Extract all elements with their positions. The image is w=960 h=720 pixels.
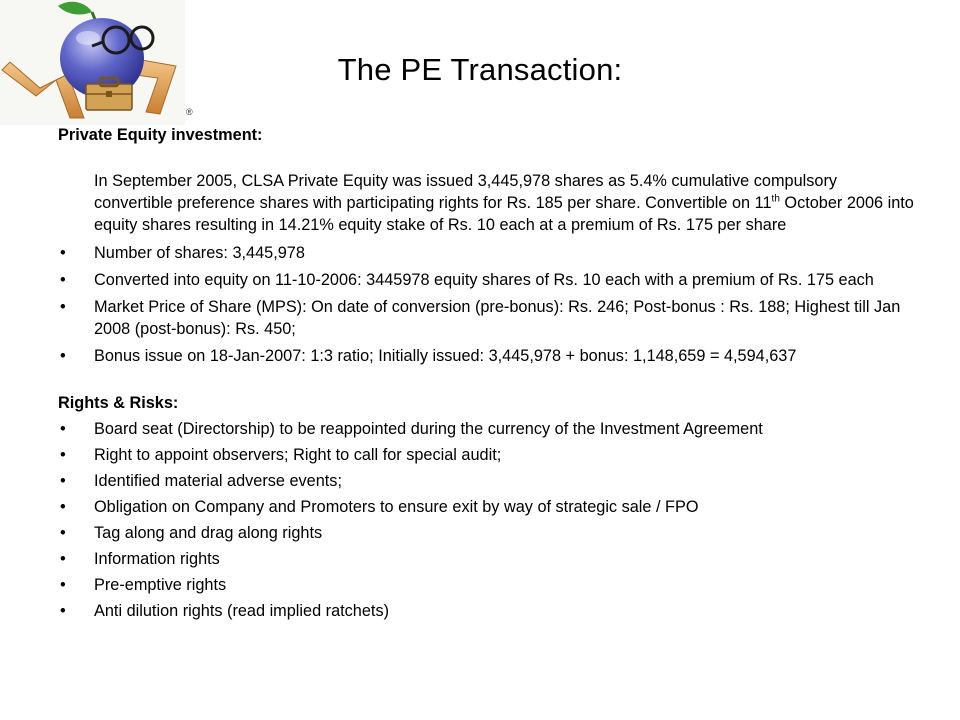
pe-investment-paragraph — [58, 170, 918, 236]
registered-mark: ® — [186, 107, 193, 117]
rights-risks-bullets — [58, 418, 918, 622]
ordinal-suffix: th — [771, 193, 780, 205]
list-item: • Information rights — [58, 548, 918, 570]
paragraph-text-part1: In September 2005, CLSA Private Equity was issued 3,445,978 shares as 5.4% cumulative compulsory convertible preference shares with participating rights for Rs. 185 per share. Convertible on 11 — [94, 172, 838, 212]
pe-investment-bullets — [58, 242, 918, 367]
paragraph-text-part2: October 2006 into equity shares resulting in 14.21% equity stake of Rs. 10 each at a premium of Rs. 175 per share — [94, 194, 914, 234]
list-item: • Pre-emptive rights — [58, 574, 918, 596]
list-item: • Number of shares: 3,445,978 — [58, 242, 918, 264]
list-item: • Anti dilution rights (read implied ratchets) — [58, 600, 918, 622]
list-item: • Tag along and drag along rights — [58, 522, 918, 544]
list-item: • Right to appoint observers; Right to call for special audit; — [58, 444, 918, 466]
list-item: • Obligation on Company and Promoters to ensure exit by way of strategic sale / FPO — [58, 496, 918, 518]
slide-body — [58, 124, 918, 622]
rights-risks-heading: Rights & Risks: — [58, 394, 179, 412]
list-item: • Identified material adverse events; — [58, 470, 918, 492]
slide-title: The PE Transaction: — [337, 52, 623, 87]
pe-investment-heading: Private Equity investment: — [58, 126, 263, 144]
list-item: • Converted into equity on 11-10-2006: 3445978 equity shares of Rs. 10 each with a premium of Rs. 175 each — [58, 269, 918, 291]
list-item: • Bonus issue on 18-Jan-2007: 1:3 ratio; Initially issued: 3,445,978 + bonus: 1,148,659 = 4,594,637 — [58, 345, 918, 367]
list-item: • Board seat (Directorship) to be reappointed during the currency of the Investment Agreement — [58, 418, 918, 440]
list-item: • Market Price of Share (MPS): On date of conversion (pre-bonus): Rs. 246; Post-bonus : Rs. 188; Highest till Jan 2008 (post-bonus): Rs. 450; — [58, 296, 918, 340]
